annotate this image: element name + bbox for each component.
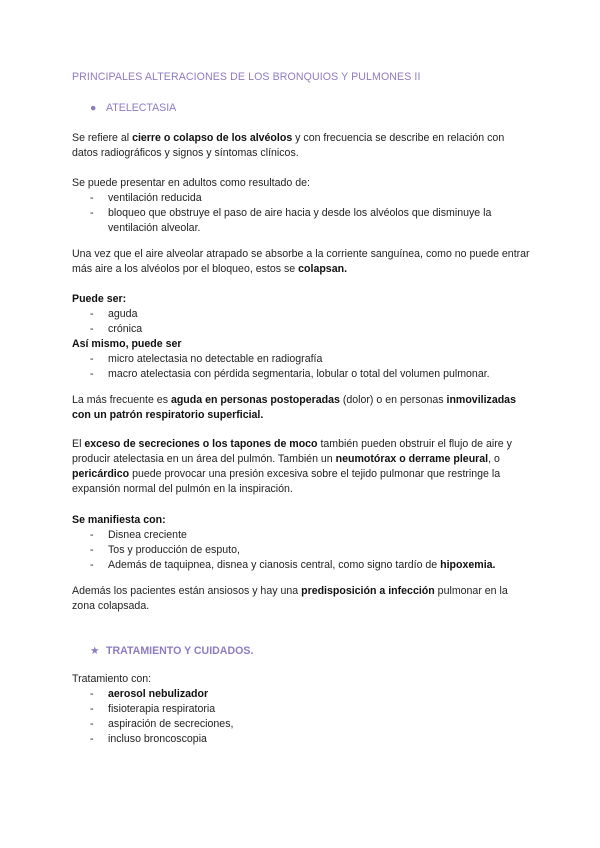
bullet-icon: ● xyxy=(90,102,97,114)
paragraph-definition: Se refiere al cierre o colapso de los alvéolos y con frecuencia se describe en relación con datos radiográficos y signos y síntomas clínicos. xyxy=(72,132,505,159)
list-item: - Disnea creciente xyxy=(72,528,532,543)
list-item: - Además de taquipnea, disnea y cianosis central, como signo tardío de hipoxemia. xyxy=(72,558,532,573)
paragraph-obstruction: El exceso de secreciones o los tapones de moco también pueden obstruir el flujo de aire y producir atelectasia en un área del pulmón. También un neumotórax o derrame pleural, o pericárdico puede provocar una presión excesiva sobre el tejido pulmonar que restringe la expansión normal del pulmón en la inspiración. xyxy=(72,438,512,495)
star-icon: ★ xyxy=(90,645,100,657)
paragraph-causes xyxy=(72,176,532,236)
list-item: - aerosol nebulizador xyxy=(72,687,532,702)
treatment-list xyxy=(72,687,532,747)
list-item: - ventilación reducida xyxy=(72,191,532,206)
types-list xyxy=(72,307,532,337)
paragraph-treatment xyxy=(72,672,532,747)
paragraph-symptoms xyxy=(72,513,532,573)
paragraph-collapse: Una vez que el aire alveolar atrapado se absorbe a la corriente sanguínea, como no puede entrar más aire a los alvéolos por el bloqueo, estos se colapsan. xyxy=(72,248,530,275)
document-title: PRINCIPALES ALTERACIONES DE LOS BRONQUIOS Y PULMONES II xyxy=(72,71,421,83)
list-item: - aspiración de secreciones, xyxy=(72,717,532,732)
symptoms-label: Se manifiesta con: xyxy=(72,514,166,526)
symptoms-list xyxy=(72,528,532,573)
section-heading-tratamiento: ★ TRATAMIENTO Y CUIDADOS. xyxy=(90,645,254,657)
list-item: - aguda xyxy=(72,307,532,322)
causes-intro: Se puede presentar en adultos como resultado de: xyxy=(72,177,310,189)
list-item: - Tos y producción de esputo, xyxy=(72,543,532,558)
section-heading-atelectasia: ● ATELECTASIA xyxy=(90,102,177,114)
list-item: - incluso broncoscopia xyxy=(72,732,532,747)
paragraph-frequency: La más frecuente es aguda en personas postoperadas (dolor) o en personas inmovilizadas con un patrón respiratorio superficial. xyxy=(72,394,516,421)
types-label-2: Así mismo, puede ser xyxy=(72,338,182,350)
list-item: - macro atelectasia con pérdida segmentaria, lobular o total del volumen pulmonar. xyxy=(72,367,532,382)
list-item: - fisioterapia respiratoria xyxy=(72,702,532,717)
paragraph-types xyxy=(72,292,532,382)
types-label: Puede ser: xyxy=(72,293,127,305)
causes-list xyxy=(72,191,532,236)
list-item: - bloqueo que obstruye el paso de aire hacia y desde los alvéolos que disminuye la ventilación alveolar. xyxy=(72,206,528,236)
types-list-2 xyxy=(72,352,532,382)
list-item: - micro atelectasia no detectable en radiografía xyxy=(72,352,532,367)
list-item: - crónica xyxy=(72,322,532,337)
paragraph-anxiety: Además los pacientes están ansiosos y hay una predisposición a infección pulmonar en la zona colapsada. xyxy=(72,585,508,612)
treatment-intro: Tratamiento con: xyxy=(72,673,152,685)
